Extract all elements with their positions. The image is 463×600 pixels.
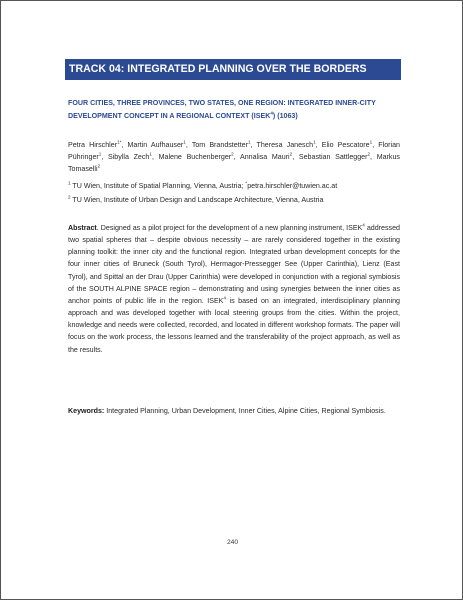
abstract-label: Abstract [68,224,97,232]
author-name: Florian Pühringer [68,141,400,162]
author-superscript: 2 [231,151,234,157]
abstract-superscript: 4 [223,295,226,301]
author-name: Markus Tomaselli [68,153,400,174]
author-name: Theresa Janesch [256,141,314,149]
author-list [68,139,400,176]
author-separator: , [292,153,299,162]
keywords-label: Keywords: [68,407,105,415]
author-separator: , [233,153,240,162]
author-separator: , [121,141,128,149]
author-superscript: 2 [367,151,371,157]
abstract [68,222,400,356]
author-superscript: 2 [97,164,101,170]
author-superscript: 1 [98,151,102,157]
affiliation-superscript: 2 [68,194,71,200]
paper-title-end: ) (1063) [272,112,298,120]
author-separator: , [315,141,322,149]
page-number: 240 [226,539,238,546]
author-superscript: 2 [289,151,293,157]
author-name: Elio Pescatore [321,141,370,149]
track-title-banner: TRACK 04: INTEGRATED PLANNING OVER THE BORDERS [65,59,401,80]
abstract-text: . Designed as a pilot project for the development of a new planning instrument, ISEK [96,224,363,232]
author-superscript: 1 [247,139,251,145]
author-separator: , [250,141,257,149]
author-separator: , [101,153,108,162]
author-name: Sebastian Sattlegger [298,153,368,162]
paper-title-superscript: 4 [270,110,273,116]
author-superscript: 1* [117,139,122,145]
author-separator: , [185,141,192,149]
abstract-text: addressed two spatial spheres that – despite obvious necessity – are rarely considered together in the existing planning toolkit: the inner city and the functional region. Integrated urban development concepts for the four inner cities of Bruneck (South Tyrol), Hermagor-Pressegger See (Upper Carinthia), Lienz (East Tyrol), and Spittal an der Drau (Upper Carinthia) were developed in conjunction with a regional symbiosis of the SOUTH ALPINE SPACE region – demonstrating and using synergies between the inner cities as anchor points of public life in the region. ISEK [68,224,400,305]
abstract-superscript: 4 [362,222,365,228]
affiliation-1 [68,180,400,192]
author-name: Malene Buchenberger [158,153,232,162]
author-superscript: 1 [183,139,186,145]
paper-title-text: FOUR CITIES, THREE PROVINCES, TWO STATES, ONE REGION: INTEGRATED INNER-CITY DEVELOPMENT CONCEPT IN A REGIONAL CONTEXT (ISEK [68,99,376,120]
author-name: Petra Hirschler [68,141,118,149]
author-name: Tom Brandstetter [191,141,248,149]
email-superscript: * [245,180,248,186]
author-superscript: 1 [369,139,373,145]
author-name: Annalisa Mauri [239,153,290,162]
affiliation-superscript: 1 [68,180,71,186]
affiliation-text: TU Wien, Institute of Urban Design and Landscape Architecture, Vienna, Austria [70,196,324,204]
author-separator: , [370,153,377,162]
author-email: petra.hirschler@tuwien.ac.at [247,182,338,190]
affiliation-2 [68,194,400,206]
author-separator: , [372,141,379,149]
author-superscript: 1 [313,139,316,145]
keywords-text: Integrated Planning, Urban Development, Inner Cities, Alpine Cities, Regional Symbiosis. [104,407,386,415]
author-superscript: 1 [149,151,152,157]
author-name: Martin Aufhauser [127,141,184,149]
keywords [68,405,400,417]
author-name: Sibylla Zech [108,153,150,162]
author-separator: , [151,153,159,162]
paper-title [68,97,400,123]
abstract-text: is based on an integrated, interdisciplinary planning approach and was developed together with local steering groups from the cities. Within the project, knowledge and needs were collected, recorded, and located in different workshop formats. The paper will focus on the work process, the lessons learned and the transferability of the project approach, as well as the results. [68,296,400,354]
affiliation-text: TU Wien, Institute of Spatial Planning, Vienna, Austria; [70,182,246,190]
